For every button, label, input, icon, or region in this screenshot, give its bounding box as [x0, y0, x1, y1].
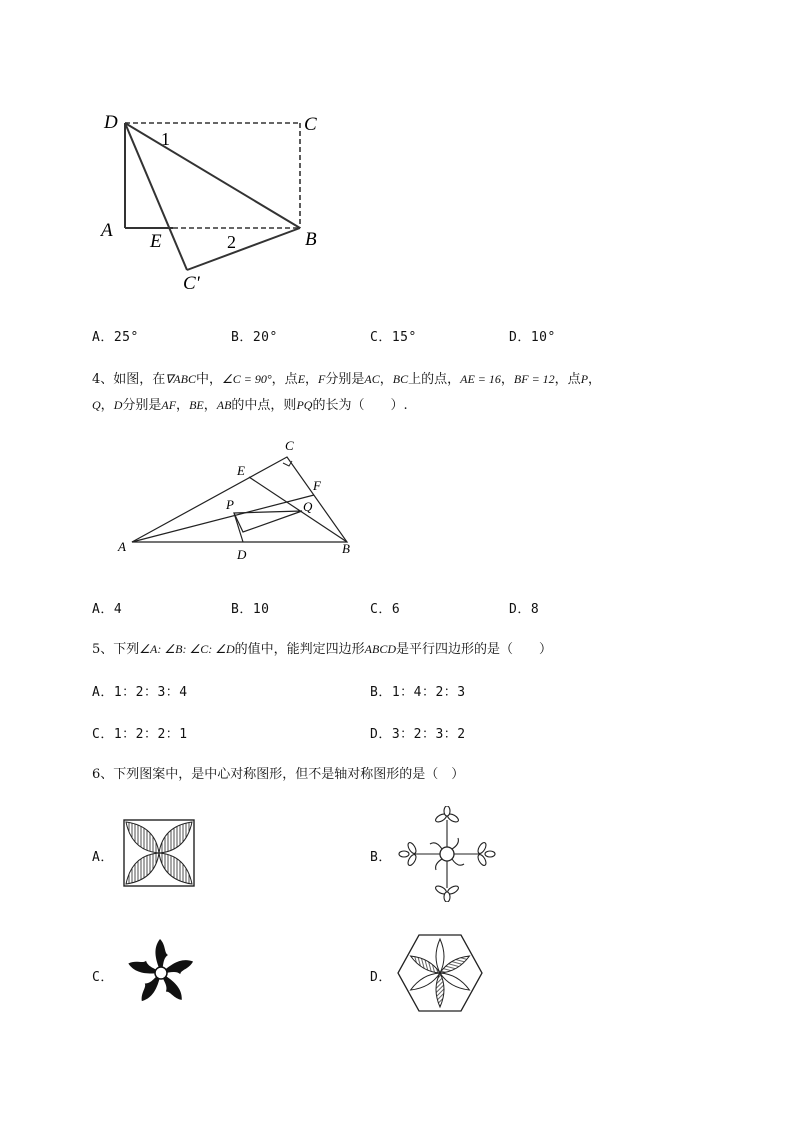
- q5-text: 的值中，能判定四边形: [234, 642, 365, 657]
- q4-text: ，: [176, 398, 190, 413]
- q4-stem-line1: [92, 368, 601, 387]
- segment-dp: [234, 513, 243, 542]
- q4-math: AF: [161, 398, 177, 412]
- q4-option-a: A．4: [92, 602, 123, 617]
- q4-math: AE = 16: [460, 372, 501, 386]
- q4-text: ，: [100, 398, 114, 413]
- q4-text: ，: [588, 372, 602, 387]
- label-D: D: [237, 547, 247, 562]
- label-A: A: [101, 220, 113, 241]
- q4-math: AC: [364, 372, 380, 386]
- q4-option-b: B．10: [231, 602, 270, 617]
- q4-text: ，: [379, 372, 393, 387]
- q6-pattern-d: [396, 932, 484, 1014]
- q3-figure: [95, 105, 335, 300]
- q3-option-b: B．20°: [231, 330, 278, 345]
- line-db: [125, 123, 300, 228]
- label-Q: Q: [303, 499, 313, 514]
- angle-label-1: 1: [161, 129, 170, 149]
- q4-stem-line2: [92, 394, 408, 413]
- q5-text: 5、下列: [92, 642, 140, 657]
- label-C: C: [285, 438, 294, 453]
- label-C: C: [304, 114, 317, 135]
- q5-stem: [92, 638, 552, 657]
- q4-text: 分别是: [325, 372, 365, 387]
- q5-option-c: C．1：2：2：1: [92, 727, 188, 742]
- q4-figure: [112, 435, 362, 565]
- line-c-prime-b: [187, 228, 300, 270]
- q6-pattern-b: [398, 806, 496, 902]
- q4-text: 上的点，: [408, 372, 461, 387]
- q3-option-d: D．10°: [509, 330, 556, 345]
- q3-option-a: A．25°: [92, 330, 139, 345]
- q4-math: E: [297, 372, 306, 386]
- q4-option-d: D．8: [509, 602, 540, 617]
- label-E: E: [237, 463, 245, 478]
- q4-option-c: C．6: [370, 602, 401, 617]
- q5-option-b: B．1：4：2：3: [370, 685, 466, 700]
- q5-text: 是平行四边形的是（ ）: [396, 642, 553, 657]
- q6-option-c-label: C．: [92, 970, 114, 985]
- q4-text: ，点: [271, 372, 298, 387]
- q4-math: PQ: [296, 398, 313, 412]
- label-F: F: [313, 478, 321, 493]
- q4-text: ，: [203, 398, 217, 413]
- q4-math: ∠C = 90°: [222, 372, 272, 386]
- segment-be: [249, 477, 347, 542]
- angle-label-2: 2: [227, 232, 236, 252]
- label-C-prime: C': [183, 273, 200, 294]
- q3-option-c: C．15°: [370, 330, 417, 345]
- label-E: E: [150, 231, 162, 252]
- label-A: A: [118, 539, 126, 554]
- q4-math: D: [113, 398, 123, 412]
- q4-text: ，点: [554, 372, 581, 387]
- q4-text: 分别是: [122, 398, 162, 413]
- q4-text: 4、如图，在: [92, 372, 166, 387]
- label-B: B: [342, 541, 350, 556]
- label-B: B: [305, 229, 317, 250]
- q4-text: 的中点，则: [231, 398, 297, 413]
- q6-pattern-c: [122, 935, 200, 1011]
- q4-text: ，: [500, 372, 514, 387]
- q6-pattern-a: [122, 818, 196, 888]
- q4-text: ，: [305, 372, 319, 387]
- q4-math: Q: [92, 398, 101, 412]
- q5-option-d: D．3：2：3：2: [370, 727, 466, 742]
- quad-pqd: [234, 511, 302, 532]
- label-D: D: [104, 112, 118, 133]
- q4-math: AB: [216, 398, 232, 412]
- q6-option-d-label: D．: [370, 970, 392, 985]
- q4-math: BC: [392, 372, 409, 386]
- q4-math: ∇ABC: [165, 372, 196, 386]
- q4-math: F: [318, 372, 326, 386]
- q4-math: P: [580, 372, 589, 386]
- q4-math: BF = 12: [513, 372, 555, 386]
- q5-math: ∠A: ∠B: ∠C: ∠D: [139, 642, 235, 656]
- q5-option-a: A．1：2：3：4: [92, 685, 188, 700]
- label-P: P: [226, 497, 234, 512]
- q6-stem: 6、下列图案中，是中心对称图形，但不是轴对称图形的是（ ）: [92, 767, 465, 782]
- q5-math: ABCD: [364, 642, 396, 656]
- q4-text: 的长为（ ）.: [312, 398, 408, 413]
- q4-text: 中，: [195, 372, 222, 387]
- q4-math: BE: [189, 398, 204, 412]
- q6-option-b-label: B．: [370, 850, 392, 865]
- q6-option-a-label: A．: [92, 850, 114, 865]
